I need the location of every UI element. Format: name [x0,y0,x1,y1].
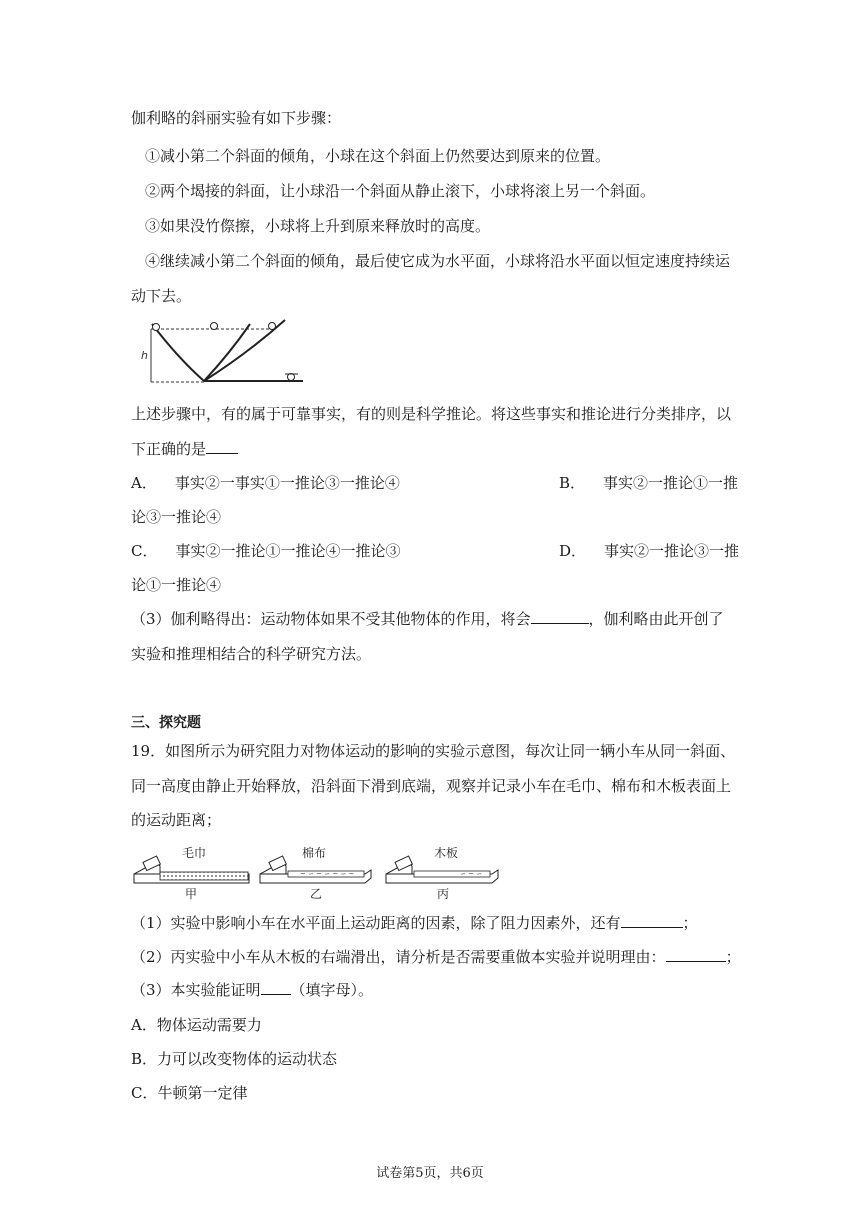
option-d: D． 事实②一推论③一推 [559,542,740,560]
q18-2-line1: 上述步骤中，有的属于可靠事实，有的则是科学推论。将这些事实和推论进行分类排序，以 [131,405,732,423]
option-d-continued: 论①一推论④ [131,576,222,594]
q19-line2: 同一高度由静止开始释放，沿斜面下滑到底端，观察并记录小车在毛巾、棉布和木板表面上 [131,777,732,795]
intro-line: 伽利略的斜丽实验有如下步骤： [131,109,342,127]
wood-texture: ∽ ~ ∽ [460,870,483,878]
q18-2-line2: 下正确的是 [131,439,238,459]
towel-surface [160,872,248,880]
answer-blank [621,913,683,928]
ball-horizontal [288,374,295,381]
setup-yi [260,845,371,901]
height-label: h [141,349,148,362]
first-incline [152,324,204,381]
q19-option-c: C．牛顿第一定律 [131,1084,248,1102]
q19-option-b: B．力可以改变物体的运动状态 [131,1050,338,1068]
surface-label-wood: 木板 [434,846,459,860]
option-b-continued: 论③一推论④ [131,508,222,526]
section-title: 三、探究题 [131,715,201,731]
q19-sub3: （3）本实验能证明 （填字母）。 [131,981,374,999]
option-a: A． 事实②一事实①一推论③一推论④ [131,474,400,492]
q19-line1: 19．如图所示为研究阻力对物体运动的影响的实验示意图，每次让同一辆小车从同一斜面、 [131,742,736,760]
q19-sub1: （1）实验中影响小车在水平面上运动距离的因素，除了阻力因素外，还有 ； [131,914,698,932]
surface-label-cotton: 棉布 [302,846,327,860]
step-2: ②两个堨接的斜面，让小球沿一个斜面从静止滚下，小球将滚上另一个斜面。 [145,182,656,200]
ball-incline-1 [211,323,218,330]
setup-bing [386,845,498,901]
second-incline-steep [204,324,250,381]
page-footer: 试卷第5页，共6页 [376,1166,484,1181]
step-1: ①减小第二个斜面的倾角，小球在这个斜面上仍然要达到原来的位置。 [145,147,611,165]
option-c: C． 事实②一推论①一推论④一推论③ [131,542,401,560]
setup-jia [134,845,249,901]
step-4: ④继续减小第二个斜面的倾角，最后使它成为水平面，小球将沿水平面以恒定速度持续运 [145,252,731,270]
setup-name-yi: 乙 [310,887,323,901]
q19-option-a: A．物体运动需要力 [131,1016,262,1034]
incline-figure [138,318,308,386]
answer-blank [206,439,238,454]
q18-3-line2: 实验和推理相结合的科学研究方法。 [131,645,372,663]
option-b: B． 事实②一推论①一推 [559,474,739,492]
step-4-continued: 动下去。 [131,287,192,305]
q19-sub2: （2）丙实验中小车从木板的右端滑出，请分析是否需要重做本实验并说明理由： ； [131,948,741,966]
q18-3-line1: （3）伽利略得出：运动物体如果不受其他物体的作用，将会 ，伽利略由此开创了 [131,610,724,628]
answer-blank [261,980,291,995]
setup-name-bing: 丙 [437,887,450,901]
cotton-texture: ~ ∽ ~ ∽ ~ ∽ ~ [300,870,355,878]
ball-start [153,324,160,331]
answer-blank [666,947,726,962]
surface-label-towel: 毛巾 [182,846,207,860]
step-3: ③如果没竹傺擦，小球将上升到原来释放时的高度。 [145,217,491,235]
surfaces-figure [130,838,502,904]
ball-incline-2 [269,323,276,330]
setup-name-jia: 甲 [185,887,198,901]
q19-line3: 的运动距离； [131,811,222,829]
answer-blank [531,609,589,624]
